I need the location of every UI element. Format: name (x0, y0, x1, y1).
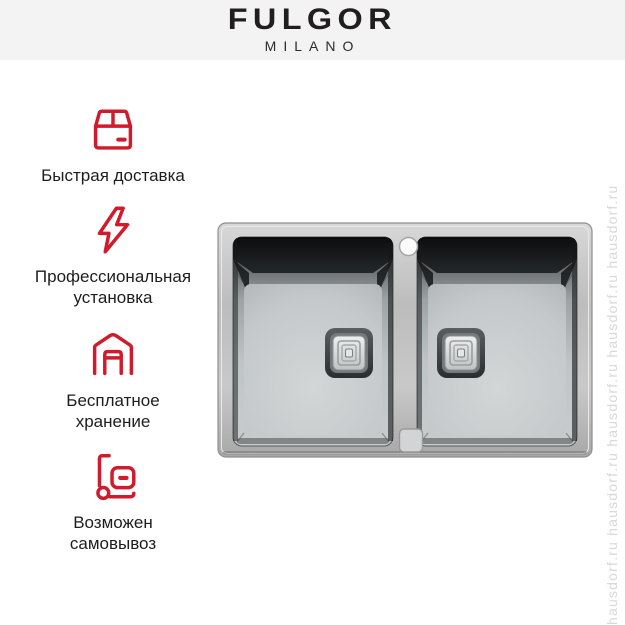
brand-header (0, 0, 625, 60)
handtruck-icon (84, 447, 142, 505)
feature-label: Возможен самовывоз (69, 513, 157, 554)
brand-logo-subtitle: MILANO (264, 38, 361, 54)
feature-fast-delivery (18, 100, 208, 186)
feature-label: Быстрая доставка (41, 166, 185, 185)
feature-pickup (18, 447, 208, 555)
feature-label: Бесплатное хранение (66, 391, 160, 432)
feature-pro-installation (18, 201, 208, 309)
package-icon (84, 100, 142, 158)
brand-logo: FULGOR (227, 3, 398, 36)
warehouse-icon (84, 325, 142, 383)
feature-label: Профессиональная установка (34, 267, 192, 308)
watermark-text: hausdorf.ru hausdorf.ru hausdorf.ru hausdorf.ru hausdorf.ru (604, 184, 620, 625)
lightning-icon (84, 201, 142, 259)
product-image-sink (215, 220, 595, 460)
feature-free-storage (18, 325, 208, 433)
